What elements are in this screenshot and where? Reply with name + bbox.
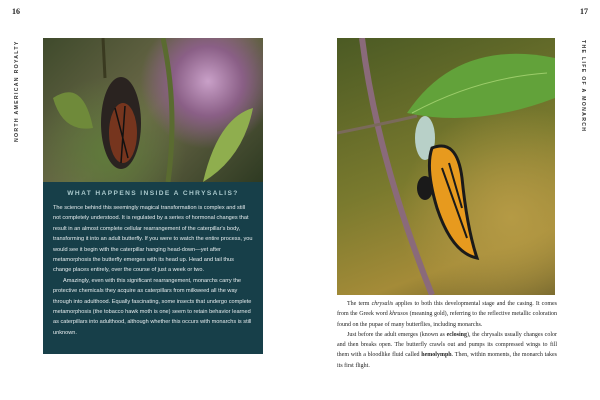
sidebar-paragraph: The science behind this seemingly magical transformation is complex and still not completely understood. It is regulated by a series of hormonal changes that result in an almost complete cellular rearrangement of the caterpillar's body, transforming it into an adult butterfly. If you were to watch the entire process, you would see it begin with the caterpillar hanging head-down—yet after metamorphosis the butterfly emerges with its head up. Head and tail thus change places entirely, over the course of just a week or two. <box>53 205 253 274</box>
text: (meaning gold), referring to the reflective metallic coloration found on the pupae of many butterflies, including monarchs. <box>337 311 558 328</box>
running-head-right: THE LIFE OF A MONARCH <box>580 40 586 133</box>
term-khrusos: khrusos <box>389 311 409 318</box>
running-head-left: NORTH AMERICAN ROYALTY <box>14 40 20 142</box>
chrysalis-sidebar <box>43 182 263 354</box>
page-number-right: 17 <box>580 7 588 16</box>
text: . Then, within moments, the monarch takes its first flight. <box>337 352 557 369</box>
term-chrysalis: chrysalis <box>371 301 394 307</box>
page-number-left: 16 <box>12 7 20 16</box>
body-paragraph <box>337 299 557 330</box>
term-eclosing: eclosing <box>446 331 467 338</box>
term-hemolymph: hemolymph <box>421 352 452 359</box>
text: ), the chrysalis usually changes color and then breaks open. The butterfly crawls out and pumps its compressed wings to fill them with a bloodlike fluid called <box>337 331 558 359</box>
text: Just before the adult emerges (known as <box>347 331 447 338</box>
chrysalis-photo <box>43 38 263 182</box>
monarch-emerging-photo <box>337 38 555 295</box>
body-paragraph <box>337 330 557 371</box>
text: applies to both this developmental stage and the casing. It comes from the Greek word <box>337 301 557 318</box>
text: The term <box>347 301 372 307</box>
body-text <box>337 299 557 371</box>
sidebar-paragraph: Amazingly, even with this significant rearrangement, monarchs carry the protective chemicals they acquire as caterpillars from milkweed all the way through into adulthood. Equally fascinating, some insects that undergo complete metamorphosis (the tobacco hawk moth is one) seem to retain behavior learned as caterpillars into adulthood, although whether this occurs with monarchs is still unknown. <box>53 277 252 336</box>
sidebar-title: WHAT HAPPENS INSIDE A CHRYSALIS? <box>67 190 239 197</box>
